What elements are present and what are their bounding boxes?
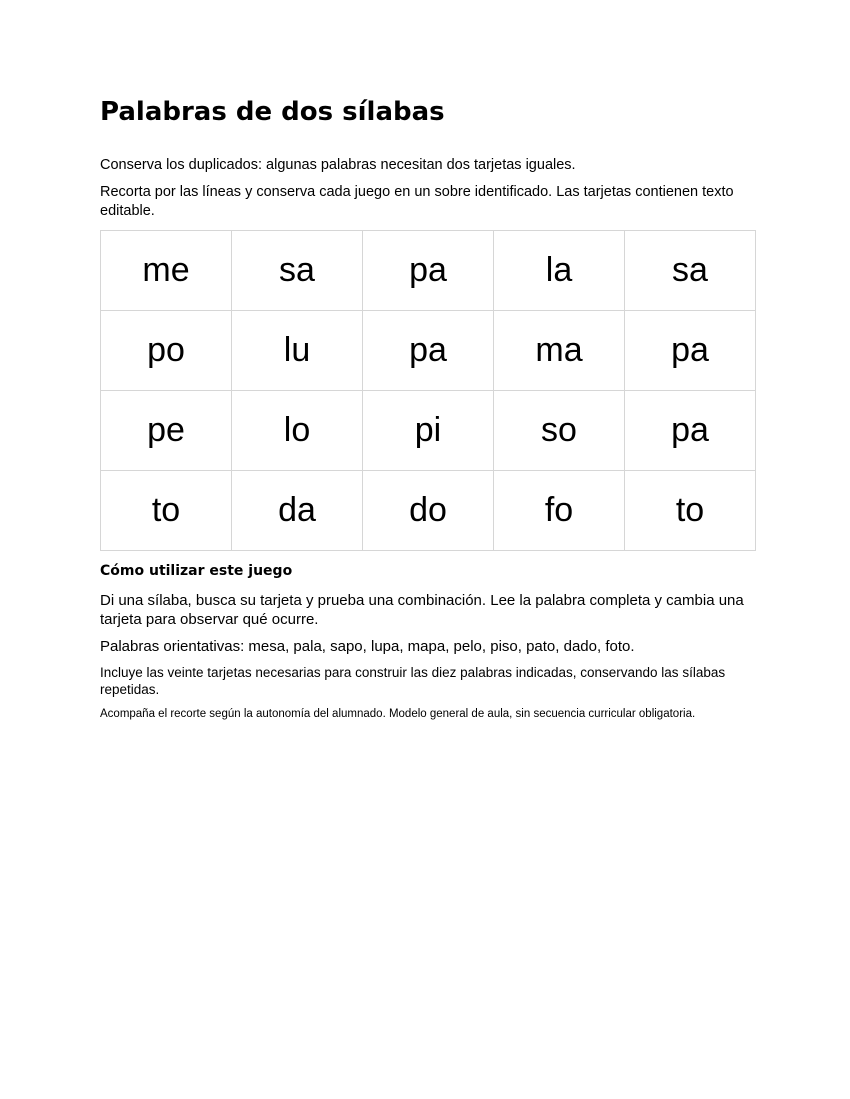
cards-included-note: Incluye las veinte tarjetas necesarias para construir las diez palabras indicadas, conservando las sílabas repetidas. — [100, 665, 726, 697]
syllable-card: po — [101, 311, 232, 391]
syllable-card: to — [625, 471, 756, 551]
syllable-card: ma — [494, 311, 625, 391]
teacher-note: Acompaña el recorte según la autonomía del alumnado. Modelo general de aula, sin secuencia curricular obligatoria. — [100, 708, 696, 720]
card-row — [101, 231, 756, 311]
syllable-card: pa — [363, 311, 494, 391]
syllable-card: pa — [625, 391, 756, 471]
syllable-card: lo — [232, 391, 363, 471]
syllable-card: so — [494, 391, 625, 471]
syllable-card: lu — [232, 311, 363, 391]
syllable-card-grid — [100, 230, 756, 551]
howto-instructions: Di una sílaba, busca su tarjeta y prueba una combinación. Lee la palabra completa y cambia una tarjeta para observar qué ocurre. — [100, 592, 744, 628]
syllable-card: fo — [494, 471, 625, 551]
syllable-card: da — [232, 471, 363, 551]
syllable-card: do — [363, 471, 494, 551]
syllable-card: me — [101, 231, 232, 311]
syllable-card: pi — [363, 391, 494, 471]
syllable-card: la — [494, 231, 625, 311]
syllable-card: pa — [625, 311, 756, 391]
syllable-card: pa — [363, 231, 494, 311]
syllable-card: to — [101, 471, 232, 551]
howto-heading: Cómo utilizar este juego — [100, 563, 293, 579]
page-title: Palabras de dos sílabas — [100, 97, 445, 127]
card-row — [101, 471, 756, 551]
intro-cutting-instructions: Recorta por las líneas y conserva cada juego en un sobre identificado. Las tarjetas contienen texto editable. — [100, 184, 734, 219]
card-row — [101, 311, 756, 391]
syllable-card: sa — [232, 231, 363, 311]
syllable-card: sa — [625, 231, 756, 311]
suggested-words: Palabras orientativas: mesa, pala, sapo, lupa, mapa, pelo, piso, pato, dado, foto. — [100, 638, 635, 655]
card-row — [101, 391, 756, 471]
intro-duplicates-note: Conserva los duplicados: algunas palabras necesitan dos tarjetas iguales. — [100, 157, 576, 173]
syllable-card: pe — [101, 391, 232, 471]
